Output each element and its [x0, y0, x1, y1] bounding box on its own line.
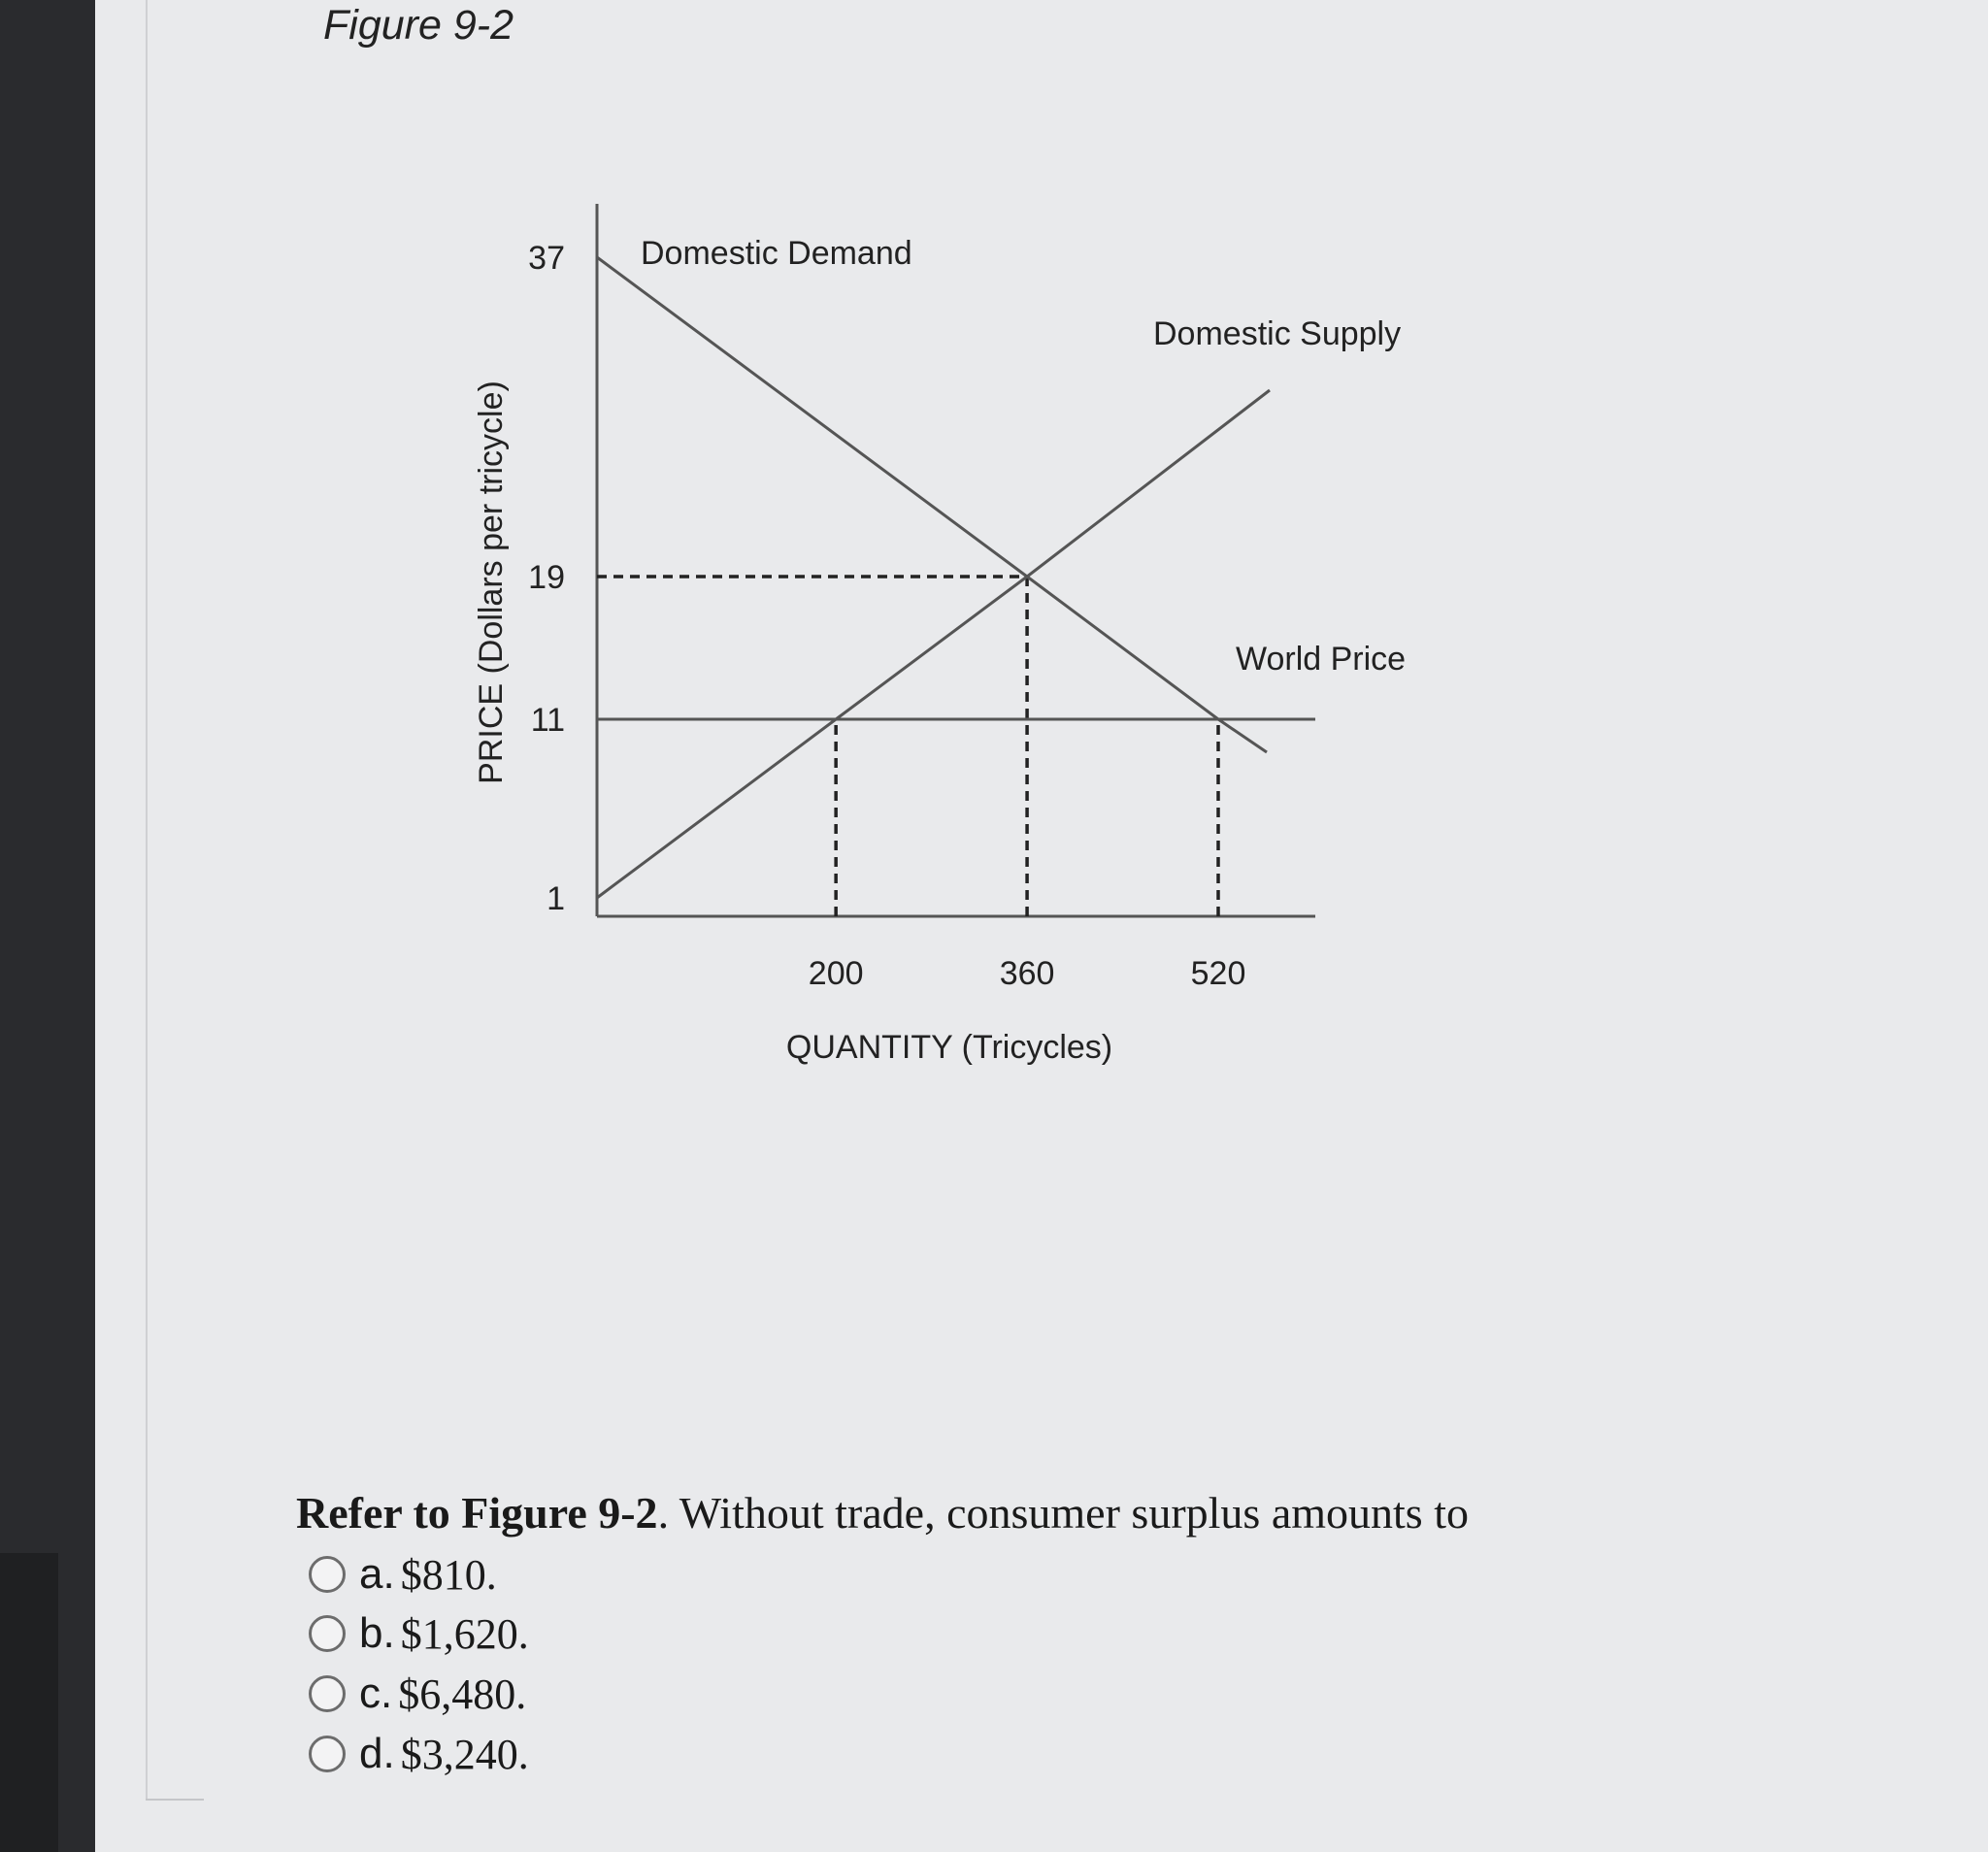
option-c-letter: c. — [359, 1670, 393, 1717]
option-d-value: $3,240. — [400, 1730, 529, 1778]
x-axis-title: QUANTITY (Tricycles) — [785, 1029, 1113, 1066]
world-price-label: World Price — [1236, 641, 1407, 678]
option-b-letter: b. — [359, 1609, 395, 1657]
radio-button-c[interactable] — [309, 1675, 346, 1712]
x-tick-label-520: 520 — [1190, 955, 1246, 992]
option-d-letter: d. — [359, 1730, 395, 1777]
y-tick-label-1: 1 — [547, 880, 565, 917]
option-b[interactable] — [309, 1609, 529, 1658]
domestic-supply-label: Domestic Supply — [1153, 315, 1402, 352]
y-tick-label-11: 11 — [530, 702, 565, 739]
option-b-value: $1,620. — [400, 1609, 529, 1658]
question-figure-ref: Refer to Figure 9-2 — [296, 1488, 658, 1538]
question-body: . Without trade, consumer surplus amounts to — [657, 1488, 1469, 1538]
question-text — [296, 1487, 1469, 1538]
screen-bezel-shadow — [0, 1553, 58, 1852]
domestic-supply-line — [597, 390, 1270, 898]
radio-button-d[interactable] — [309, 1736, 346, 1772]
option-a[interactable] — [309, 1550, 497, 1599]
x-tick-label-360: 360 — [999, 955, 1055, 992]
option-a-letter: a. — [359, 1550, 395, 1598]
domestic-demand-label: Domestic Demand — [641, 235, 912, 272]
y-tick-label-37: 37 — [528, 240, 565, 277]
option-d[interactable] — [309, 1730, 529, 1778]
x-tick-label-200: 200 — [808, 955, 864, 992]
content-card-bottom — [146, 1799, 204, 1801]
figure-title: Figure 9-2 — [323, 2, 514, 49]
y-tick-label-19: 19 — [528, 559, 565, 596]
option-c[interactable] — [309, 1670, 526, 1718]
radio-button-b[interactable] — [309, 1615, 346, 1652]
y-axis-title: PRICE (Dollars per tricycle) — [473, 380, 510, 784]
radio-button-a[interactable] — [309, 1556, 346, 1593]
option-c-value: $6,480. — [398, 1670, 527, 1718]
option-a-value: $810. — [400, 1550, 497, 1599]
